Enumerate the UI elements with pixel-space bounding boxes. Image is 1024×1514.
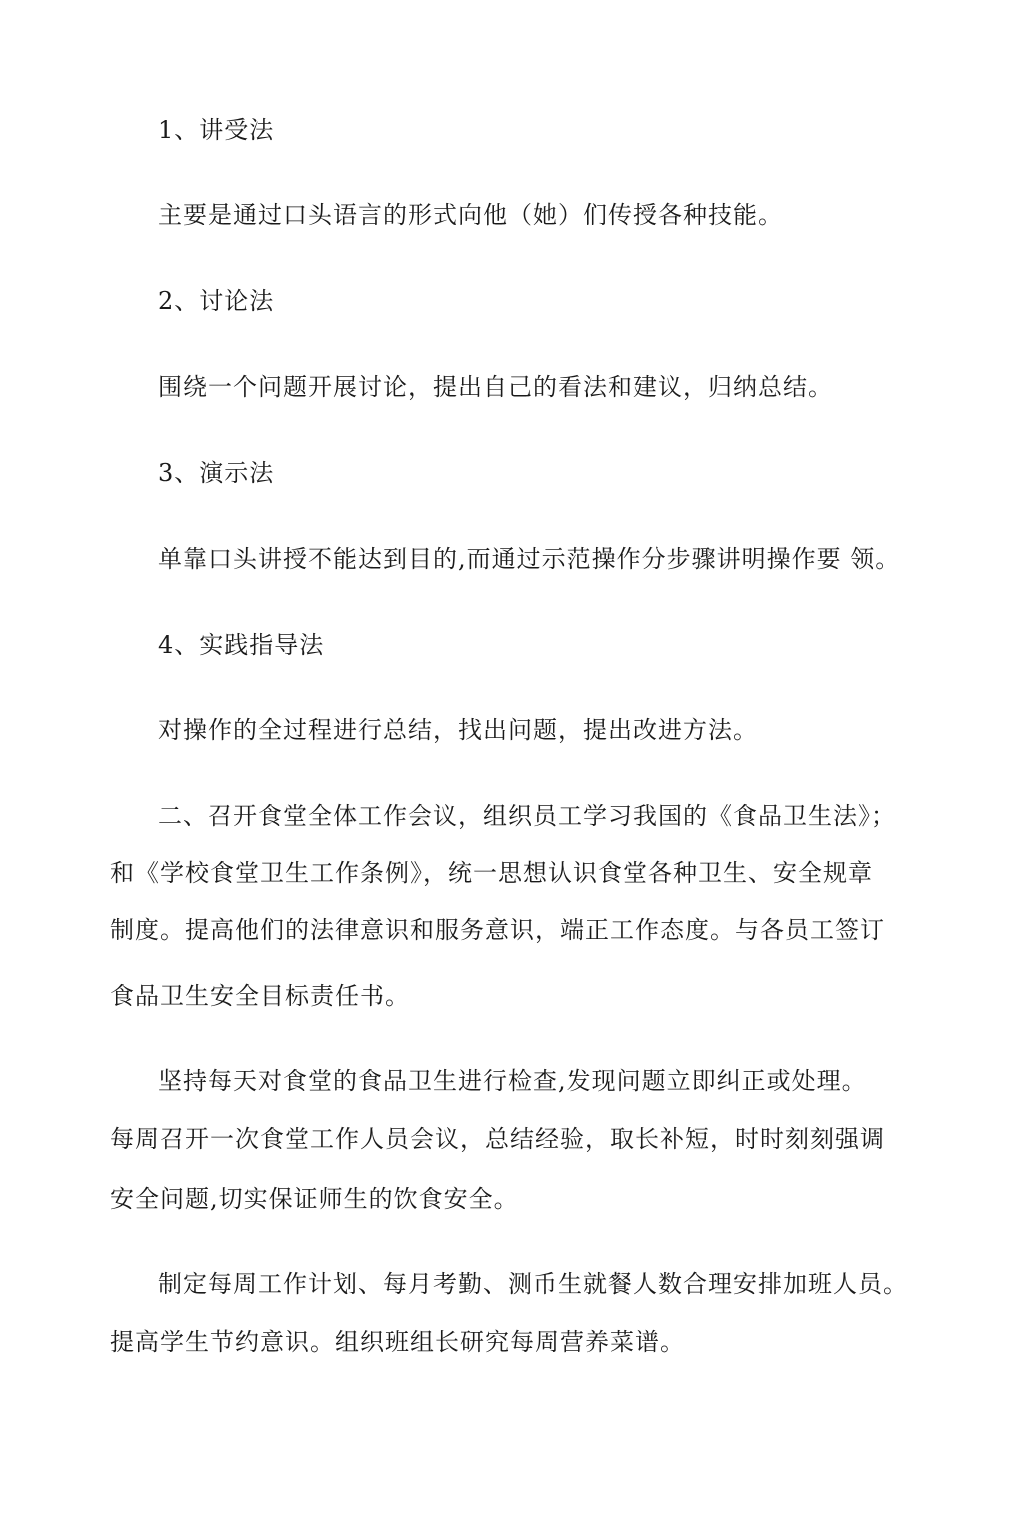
method-heading-2: 2、讨论法 [158,287,275,315]
meeting-paragraph-line-3: 制度。提高他们的法律意识和服务意识，端正工作态度。与各员工签订 [110,916,885,944]
method-heading-3: 3、演示法 [158,459,275,487]
method-text-3: 单靠口头讲授不能达到目的,而通过示范操作分步骤讲明操作要 领。 [158,545,901,573]
inspection-paragraph-line-2: 每周召开一次食堂工作人员会议，总结经验，取长补短，时时刻刻强调 [110,1125,885,1153]
method-heading-1: 1、讲受法 [158,116,275,144]
meeting-paragraph-line-4: 食品卫生安全目标责任书。 [110,982,410,1010]
meeting-paragraph-line-2: 和《学校食堂卫生工作条例》，统一思想认识食堂各种卫生、安全规章 [110,859,873,887]
method-text-1: 主要是通过口头语言的形式向他（她）们传授各种技能。 [158,201,783,229]
method-text-2: 围绕一个问题开展讨论，提出自己的看法和建议，归纳总结。 [158,373,833,401]
method-text-4: 对操作的全过程进行总结，找出问题，提出改进方法。 [158,716,758,744]
method-heading-4: 4、实践指导法 [158,631,325,659]
meeting-paragraph-line-1: 二、召开食堂全体工作会议，组织员工学习我国的《食品卫生法》； [158,802,896,830]
inspection-paragraph-line-3: 安全问题,切实保证师生的饮食安全。 [110,1185,519,1213]
inspection-paragraph-line-1: 坚持每天对食堂的食品卫生进行检查,发现问题立即纠正或处理。 [158,1067,867,1095]
plan-paragraph-line-2: 提高学生节约意识。组织班组长研究每周营养菜谱。 [110,1328,685,1356]
plan-paragraph-line-1: 制定每周工作计划、每月考勤、测币生就餐人数合理安排加班人员。 [158,1270,908,1298]
